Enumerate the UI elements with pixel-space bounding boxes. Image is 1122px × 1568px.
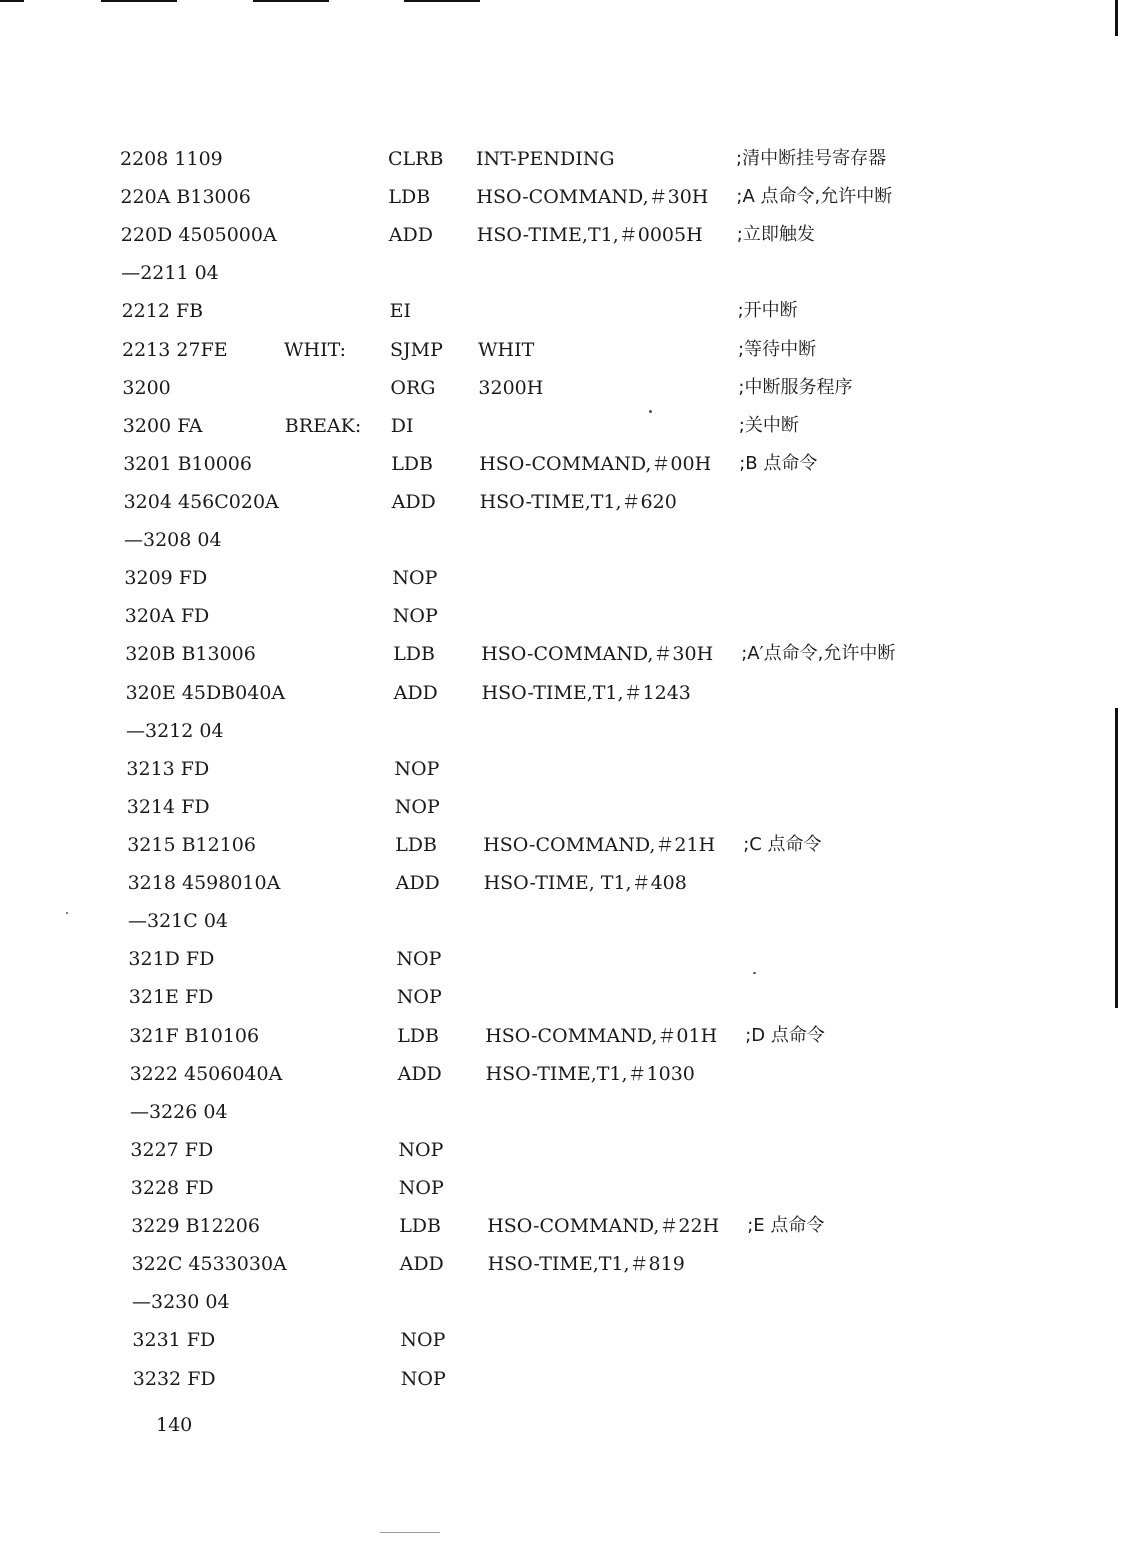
- code-opcode: DI: [390, 414, 414, 437]
- code-opcode: LDB: [391, 452, 434, 475]
- code-comment: ;等待中断: [738, 338, 817, 360]
- code-line: [0, 254, 1000, 292]
- code-line: [0, 712, 1000, 750]
- assembly-listing: [0, 140, 1000, 1398]
- code-line: [0, 1321, 1000, 1359]
- code-address: 3201 B10006: [123, 452, 252, 475]
- code-address: 2212 FB: [121, 300, 204, 323]
- code-operand: HSO-TIME,T1,＃819: [487, 1253, 685, 1276]
- code-line: [0, 559, 1000, 597]
- code-comment: ;A′点命令,允许中断: [741, 643, 896, 665]
- code-line: [0, 788, 1000, 826]
- code-opcode: ADD: [399, 1253, 444, 1276]
- code-line: [0, 483, 1000, 521]
- code-line: [0, 940, 1000, 978]
- code-line: [0, 1093, 1000, 1131]
- code-address: 3229 B12206: [131, 1215, 260, 1238]
- top-rule-4: [404, 0, 480, 2]
- code-opcode: NOP: [392, 567, 438, 590]
- code-opcode: LDB: [399, 1215, 442, 1238]
- code-address: 320A FD: [124, 605, 210, 628]
- code-opcode: NOP: [400, 1329, 446, 1352]
- code-operand: 3200H: [478, 376, 544, 399]
- top-rule-1: [0, 0, 24, 2]
- code-operand: WHIT: [478, 338, 535, 361]
- code-address: 2213 27FE: [122, 338, 228, 361]
- code-opcode: CLRB: [388, 148, 444, 170]
- code-address: 220A B13006: [120, 186, 251, 209]
- code-address: 220D 4505000A: [120, 224, 277, 247]
- code-operand: HSO-TIME,T1,＃1030: [485, 1062, 695, 1085]
- code-address: 3209 FD: [124, 567, 208, 590]
- code-address: 3214 FD: [126, 795, 210, 818]
- code-operand: HSO-TIME,T1,＃620: [479, 490, 677, 513]
- code-operand: HSO-TIME, T1,＃408: [483, 872, 687, 895]
- code-comment: ;A 点命令,允许中断: [736, 186, 893, 208]
- code-address: 3204 456C020A: [123, 490, 279, 513]
- code-address: 321D FD: [128, 948, 215, 971]
- code-opcode: ADD: [395, 872, 440, 895]
- code-address: 3213 FD: [126, 757, 210, 780]
- code-operand: HSO-COMMAND,＃01H: [485, 1024, 718, 1047]
- code-operand: HSO-COMMAND,＃00H: [479, 452, 712, 475]
- code-line: [0, 369, 1000, 407]
- code-opcode: LDB: [393, 643, 436, 666]
- code-address: 3218 4598010A: [127, 872, 281, 895]
- code-operand: HSO-COMMAND,＃22H: [487, 1215, 720, 1238]
- code-operand: HSO-COMMAND,＃30H: [481, 643, 714, 666]
- code-address: 3222 4506040A: [129, 1062, 283, 1085]
- code-comment: ;开中断: [737, 300, 798, 322]
- code-line: [0, 1207, 1000, 1245]
- code-opcode: ADD: [393, 681, 438, 704]
- code-address: —3212 04: [126, 719, 224, 742]
- code-address: —2211 04: [121, 262, 219, 285]
- code-comment: ;中断服务程序: [738, 376, 853, 398]
- code-address: 322C 4533030A: [131, 1253, 287, 1276]
- code-address: —3230 04: [132, 1291, 230, 1314]
- code-address: 321E FD: [128, 986, 214, 1009]
- code-operand: HSO-COMMAND,＃21H: [483, 833, 716, 856]
- code-line: [0, 978, 1000, 1016]
- binding-edge-middle: [1115, 708, 1118, 1008]
- code-line: [0, 1283, 1000, 1321]
- code-address: 320B B13006: [125, 643, 256, 666]
- code-address: 3200 FA: [122, 414, 203, 437]
- code-address: 2208 1109: [120, 148, 223, 170]
- code-address: 3215 B12106: [127, 833, 256, 856]
- code-line: [0, 1017, 1000, 1055]
- code-label: WHIT:: [284, 338, 347, 361]
- code-address: 3200: [122, 376, 171, 399]
- code-opcode: ORG: [390, 376, 436, 399]
- top-rule-3: [253, 0, 329, 2]
- code-line: [0, 826, 1000, 864]
- code-line: [0, 216, 1000, 254]
- code-operand: HSO-COMMAND,＃30H: [476, 186, 709, 209]
- code-opcode: NOP: [394, 795, 440, 818]
- code-address: —3208 04: [124, 529, 222, 552]
- code-operand: HSO-TIME,T1,＃0005H: [476, 224, 703, 247]
- code-address: 3232 FD: [132, 1367, 216, 1390]
- code-line: [0, 750, 1000, 788]
- code-opcode: LDB: [388, 186, 431, 209]
- code-operand: HSO-TIME,T1,＃1243: [481, 681, 691, 704]
- top-rule-2: [101, 0, 177, 2]
- code-label: BREAK:: [284, 414, 362, 437]
- code-opcode: NOP: [396, 986, 442, 1009]
- code-opcode: NOP: [398, 1138, 444, 1161]
- code-address: 321F B10106: [129, 1024, 260, 1047]
- code-line: [0, 674, 1000, 712]
- binding-edge-top: [1115, 0, 1118, 36]
- code-line: [0, 1169, 1000, 1207]
- code-comment: ;关中断: [738, 414, 799, 436]
- code-line: [0, 635, 1000, 673]
- code-operand: INT-PENDING: [476, 148, 615, 170]
- code-line: [0, 178, 1000, 216]
- code-opcode: NOP: [400, 1367, 446, 1390]
- code-line: [0, 597, 1000, 635]
- code-line: [0, 521, 1000, 559]
- code-line: [0, 140, 1000, 178]
- code-comment: ;E 点命令: [747, 1215, 825, 1237]
- code-line: [0, 445, 1000, 483]
- code-line: [0, 1360, 1000, 1398]
- code-line: [0, 1245, 1000, 1283]
- scan-speck: [380, 1532, 440, 1533]
- code-opcode: NOP: [392, 605, 438, 628]
- code-opcode: LDB: [395, 833, 438, 856]
- code-line: [0, 1055, 1000, 1093]
- code-line: [0, 864, 1000, 902]
- code-address: 3231 FD: [132, 1329, 216, 1352]
- page-number: 140: [156, 1414, 193, 1436]
- code-comment: ;立即触发: [736, 224, 815, 246]
- code-address: 3228 FD: [130, 1176, 214, 1199]
- code-opcode: SJMP: [390, 338, 443, 361]
- code-opcode: EI: [389, 300, 411, 323]
- code-line: [0, 331, 1000, 369]
- code-opcode: LDB: [397, 1024, 440, 1047]
- code-line: [0, 902, 1000, 940]
- code-address: —3226 04: [130, 1100, 228, 1123]
- code-comment: ;B 点命令: [739, 452, 818, 474]
- code-comment: ;C 点命令: [743, 833, 822, 855]
- code-line: [0, 407, 1000, 445]
- code-opcode: ADD: [397, 1062, 442, 1085]
- code-address: 320E 45DB040A: [125, 681, 286, 704]
- code-line: [0, 292, 1000, 330]
- code-comment: ;D 点命令: [745, 1024, 825, 1046]
- code-address: —321C 04: [128, 910, 229, 933]
- code-opcode: ADD: [388, 224, 433, 247]
- code-opcode: NOP: [396, 948, 442, 971]
- code-address: 3227 FD: [130, 1138, 214, 1161]
- code-opcode: NOP: [394, 757, 440, 780]
- code-opcode: ADD: [391, 490, 436, 513]
- code-opcode: NOP: [398, 1176, 444, 1199]
- code-line: [0, 1131, 1000, 1169]
- code-comment: ;清中断挂号寄存器: [736, 148, 887, 169]
